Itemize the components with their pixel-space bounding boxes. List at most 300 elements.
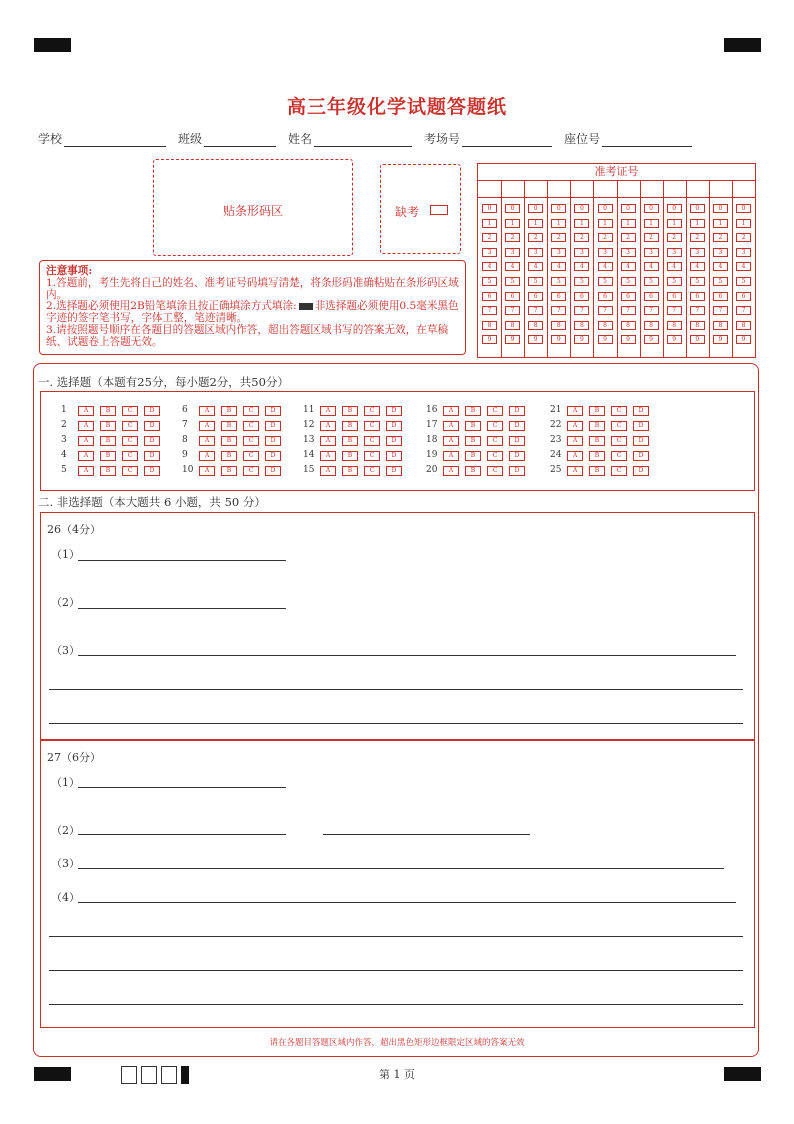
admission-digit-bubble[interactable]: 4 [482, 262, 497, 271]
option-bubble[interactable]: D [144, 451, 160, 461]
question-number: 4 [61, 450, 67, 460]
admission-digit-bubble[interactable]: 7 [713, 306, 728, 315]
option-bubble[interactable]: D [633, 436, 649, 446]
admission-digit-bubble[interactable]: 5 [505, 277, 520, 286]
notes-item-3: 3.请按照题号顺序在各题目的答题区域内作答，超出答题区域书写的答案无效，在草稿纸、试题卷上答题无效。 [46, 323, 449, 348]
admission-digit-bubble[interactable]: 2 [598, 233, 613, 242]
option-bubble[interactable]: B [589, 421, 605, 431]
option-bubble[interactable]: D [144, 466, 160, 476]
seat-field[interactable] [602, 134, 692, 147]
admission-digit-bubble[interactable]: 9 [598, 335, 613, 344]
option-bubble[interactable]: C [487, 436, 503, 446]
option-bubble[interactable]: B [342, 421, 358, 431]
q26-label: 26（4分） [47, 523, 101, 536]
page-title: 高三年级化学试题答题纸 [286, 96, 507, 118]
admission-digit-bubble[interactable]: 7 [574, 306, 589, 315]
option-bubble[interactable]: B [221, 451, 237, 461]
admission-column-divider [686, 181, 687, 357]
question-number: 23 [550, 435, 562, 445]
option-bubble[interactable]: A [78, 451, 94, 461]
option-bubble[interactable]: C [364, 406, 380, 416]
q26-answer-box [40, 512, 755, 741]
admission-digit-bubble[interactable]: 5 [690, 277, 705, 286]
option-bubble[interactable]: D [386, 436, 402, 446]
admission-digit-bubble[interactable]: 2 [736, 233, 751, 242]
option-bubble[interactable]: D [509, 436, 525, 446]
admission-digit-bubble[interactable]: 5 [621, 277, 636, 286]
option-bubble[interactable]: C [122, 406, 138, 416]
admission-digit-bubble[interactable]: 3 [598, 248, 613, 257]
admission-digit-bubble[interactable]: 1 [621, 219, 636, 228]
admission-column-divider [663, 181, 664, 357]
q26-part-3: （3） [51, 644, 80, 657]
question-number: 24 [550, 450, 562, 460]
admission-digit-bubble[interactable]: 9 [644, 335, 659, 344]
option-bubble[interactable]: C [122, 421, 138, 431]
admission-digit-bubble[interactable]: 1 [713, 219, 728, 228]
notes-heading: 注意事项: [46, 265, 93, 277]
admission-digit-bubble[interactable]: 5 [598, 277, 613, 286]
admission-number-grid [477, 163, 756, 358]
admission-digit-bubble[interactable]: 9 [528, 335, 543, 344]
admission-digit-bubble[interactable]: 5 [713, 277, 728, 286]
admission-column-divider [732, 181, 733, 357]
option-bubble[interactable]: C [487, 406, 503, 416]
option-bubble[interactable]: B [465, 406, 481, 416]
admission-digit-bubble[interactable]: 2 [713, 233, 728, 242]
admission-digit-bubble[interactable]: 8 [690, 321, 705, 330]
q27-part-4: （4） [51, 891, 80, 904]
admission-digit-bubble[interactable]: 9 [690, 335, 705, 344]
q27-answer-line-6[interactable] [49, 970, 743, 971]
option-bubble[interactable]: C [487, 466, 503, 476]
admission-digit-bubble[interactable]: 8 [644, 321, 659, 330]
admission-digit-bubble[interactable]: 2 [482, 233, 497, 242]
option-bubble[interactable]: B [221, 406, 237, 416]
option-bubble[interactable]: A [443, 436, 459, 446]
admission-digit-bubble[interactable]: 8 [621, 321, 636, 330]
option-bubble[interactable]: D [265, 466, 281, 476]
option-bubble[interactable]: A [78, 436, 94, 446]
admission-digit-bubble[interactable]: 7 [644, 306, 659, 315]
admission-digit-bubble[interactable]: 3 [667, 248, 682, 257]
question-number: 10 [182, 465, 194, 475]
option-bubble[interactable]: A [567, 451, 583, 461]
admission-digit-bubble[interactable]: 4 [528, 262, 543, 271]
option-bubble[interactable]: B [221, 466, 237, 476]
admission-digit-bubble[interactable]: 6 [482, 292, 497, 301]
option-bubble[interactable]: B [100, 421, 116, 431]
option-bubble[interactable]: C [611, 436, 627, 446]
option-bubble[interactable]: D [144, 421, 160, 431]
option-bubble[interactable]: C [487, 421, 503, 431]
admission-digit-bubble[interactable]: 6 [551, 292, 566, 301]
option-bubble[interactable]: D [144, 436, 160, 446]
option-bubble[interactable]: B [589, 451, 605, 461]
admission-digit-bubble[interactable]: 0 [482, 204, 497, 213]
option-bubble[interactable]: D [265, 451, 281, 461]
option-bubble[interactable]: B [100, 406, 116, 416]
question-number: 13 [303, 435, 315, 445]
admission-digit-bubble[interactable]: 5 [644, 277, 659, 286]
admission-digit-bubble[interactable]: 4 [713, 262, 728, 271]
admission-digit-bubble[interactable]: 8 [551, 321, 566, 330]
absent-label: 缺考 [395, 205, 420, 219]
option-bubble[interactable]: A [443, 406, 459, 416]
q27-answer-line-1[interactable] [78, 787, 286, 788]
option-bubble[interactable]: B [221, 421, 237, 431]
question-number: 6 [182, 405, 188, 415]
admission-digit-bubble[interactable]: 7 [621, 306, 636, 315]
registration-mark-top-left [34, 38, 71, 52]
q27-part-2: （2） [51, 824, 80, 837]
option-bubble[interactable]: D [633, 451, 649, 461]
admission-column-divider [547, 181, 548, 357]
q26-answer-line-3[interactable] [78, 655, 736, 656]
option-bubble[interactable]: D [633, 421, 649, 431]
option-bubble[interactable]: A [199, 451, 215, 461]
admission-digit-bubble[interactable]: 2 [690, 233, 705, 242]
q27-answer-line-2a[interactable] [78, 834, 286, 835]
option-bubble[interactable]: A [443, 466, 459, 476]
admission-digit-bubble[interactable]: 1 [551, 219, 566, 228]
admission-digit-bubble[interactable]: 7 [598, 306, 613, 315]
admission-digit-bubble[interactable]: 3 [482, 248, 497, 257]
admission-digit-bubble[interactable]: 6 [713, 292, 728, 301]
admission-digit-bubble[interactable]: 7 [736, 306, 751, 315]
admission-digit-bubble[interactable]: 3 [713, 248, 728, 257]
admission-digit-bubble[interactable]: 9 [736, 335, 751, 344]
admission-digit-bubble[interactable]: 0 [690, 204, 705, 213]
option-bubble[interactable]: A [567, 421, 583, 431]
admission-digit-bubble[interactable]: 7 [528, 306, 543, 315]
admission-digit-bubble[interactable]: 0 [598, 204, 613, 213]
filled-mark-example [299, 303, 313, 310]
admission-digit-bubble[interactable]: 0 [505, 204, 520, 213]
room-field[interactable] [462, 134, 552, 147]
admission-digit-bubble[interactable]: 0 [713, 204, 728, 213]
admission-digit-bubble[interactable]: 0 [574, 204, 589, 213]
admission-digit-bubble[interactable]: 4 [598, 262, 613, 271]
admission-digit-bubble[interactable]: 9 [551, 335, 566, 344]
absent-checkbox[interactable] [430, 205, 448, 215]
q26-part-2: （2） [51, 596, 80, 609]
option-bubble[interactable]: C [122, 451, 138, 461]
barcode-area-label: 贴条形码区 [222, 204, 283, 218]
q27-answer-line-4[interactable] [78, 902, 736, 903]
class-field[interactable] [204, 134, 276, 147]
admission-digit-bubble[interactable]: 8 [713, 321, 728, 330]
option-bubble[interactable]: A [199, 436, 215, 446]
q27-part-3: （3） [51, 857, 80, 870]
question-number: 17 [426, 420, 438, 430]
option-bubble[interactable]: A [443, 421, 459, 431]
option-bubble[interactable]: D [633, 406, 649, 416]
option-bubble[interactable]: C [364, 436, 380, 446]
admission-digit-bubble[interactable]: 5 [736, 277, 751, 286]
option-bubble[interactable]: D [509, 451, 525, 461]
q27-part-1: （1） [51, 776, 80, 789]
option-bubble[interactable]: C [611, 406, 627, 416]
admission-digit-bubble[interactable]: 6 [598, 292, 613, 301]
option-bubble[interactable]: A [199, 421, 215, 431]
option-bubble[interactable]: A [567, 436, 583, 446]
notes-item-2a: 2.选择题必须使用2B铅笔填涂且按正确填涂方式填涂: [46, 300, 297, 313]
question-number: 19 [426, 450, 438, 460]
q26-answer-line-2[interactable] [78, 608, 286, 609]
option-bubble[interactable]: A [320, 451, 336, 461]
admission-digit-bubble[interactable]: 7 [482, 306, 497, 315]
admission-digit-bubble[interactable]: 8 [598, 321, 613, 330]
admission-digit-bubble[interactable]: 4 [644, 262, 659, 271]
question-number: 20 [426, 465, 438, 475]
option-bubble[interactable]: C [243, 451, 259, 461]
q26-answer-line-4[interactable] [49, 689, 743, 690]
admission-digit-bubble[interactable]: 8 [667, 321, 682, 330]
admission-digit-bubble[interactable]: 8 [482, 321, 497, 330]
admission-column-divider [501, 181, 502, 357]
info-label-class: 班级 [178, 132, 203, 146]
question-number: 25 [550, 465, 562, 475]
admission-column-divider [593, 181, 594, 357]
option-bubble[interactable]: D [144, 406, 160, 416]
admission-digit-bubble[interactable]: 9 [621, 335, 636, 344]
q27-answer-line-2b[interactable] [323, 834, 530, 835]
admission-digit-bubble[interactable]: 4 [574, 262, 589, 271]
option-bubble[interactable]: A [320, 436, 336, 446]
admission-digit-bubble[interactable]: 2 [551, 233, 566, 242]
option-bubble[interactable]: B [589, 466, 605, 476]
question-number: 11 [303, 405, 315, 415]
admission-digit-bubble[interactable]: 0 [736, 204, 751, 213]
admission-digit-bubble[interactable]: 4 [667, 262, 682, 271]
option-bubble[interactable]: C [243, 421, 259, 431]
name-field[interactable] [314, 134, 412, 147]
school-field[interactable] [64, 134, 166, 147]
admission-digit-bubble[interactable]: 3 [505, 248, 520, 257]
admission-digit-bubble[interactable]: 4 [621, 262, 636, 271]
registration-mark-top-right [724, 38, 761, 52]
admission-digit-bubble[interactable]: 1 [528, 219, 543, 228]
option-bubble[interactable]: A [199, 466, 215, 476]
option-bubble[interactable]: A [199, 406, 215, 416]
option-bubble[interactable]: C [611, 466, 627, 476]
option-bubble[interactable]: D [265, 436, 281, 446]
q27-answer-line-5[interactable] [49, 936, 743, 937]
admission-digit-bubble[interactable]: 2 [528, 233, 543, 242]
option-bubble[interactable]: A [320, 421, 336, 431]
admission-column-divider [570, 181, 571, 357]
admission-digit-bubble[interactable]: 4 [551, 262, 566, 271]
admission-digit-bubble[interactable]: 7 [690, 306, 705, 315]
admission-digit-bubble[interactable]: 5 [667, 277, 682, 286]
admission-digit-bubble[interactable]: 6 [621, 292, 636, 301]
q27-label: 27（6分） [47, 751, 101, 764]
option-bubble[interactable]: A [320, 466, 336, 476]
info-label-seat: 座位号 [564, 132, 601, 146]
option-bubble[interactable]: C [243, 406, 259, 416]
option-bubble[interactable]: B [342, 451, 358, 461]
question-number: 21 [550, 405, 562, 415]
question-number: 9 [182, 450, 188, 460]
question-number: 12 [303, 420, 315, 430]
option-bubble[interactable]: B [465, 451, 481, 461]
admission-digit-bubble[interactable]: 1 [574, 219, 589, 228]
admission-digit-bubble[interactable]: 9 [574, 335, 589, 344]
admission-digit-bubble[interactable]: 6 [644, 292, 659, 301]
option-bubble[interactable]: B [465, 466, 481, 476]
q26-answer-line-1[interactable] [78, 560, 286, 561]
option-bubble[interactable]: D [509, 406, 525, 416]
admission-digit-bubble[interactable]: 3 [528, 248, 543, 257]
admission-digit-bubble[interactable]: 5 [551, 277, 566, 286]
admission-digit-bubble[interactable]: 5 [574, 277, 589, 286]
admission-digit-bubble[interactable]: 1 [690, 219, 705, 228]
option-bubble[interactable]: B [100, 466, 116, 476]
admission-column-divider [617, 181, 618, 357]
admission-digit-bubble[interactable]: 8 [505, 321, 520, 330]
admission-digit-bubble[interactable]: 3 [690, 248, 705, 257]
option-bubble[interactable]: D [265, 421, 281, 431]
admission-digit-bubble[interactable]: 5 [528, 277, 543, 286]
barcode-area[interactable] [153, 159, 353, 256]
admission-digit-bubble[interactable]: 1 [644, 219, 659, 228]
option-bubble[interactable]: D [633, 466, 649, 476]
admission-digit-bubble[interactable]: 2 [667, 233, 682, 242]
admission-digit-bubble[interactable]: 7 [551, 306, 566, 315]
footer-note: 请在各题目答题区域内作答，超出黑色矩形边框限定区域的答案无效 [269, 1038, 525, 1048]
admission-digit-bubble[interactable]: 4 [690, 262, 705, 271]
admission-digit-bubble[interactable]: 1 [482, 219, 497, 228]
option-bubble[interactable]: D [386, 451, 402, 461]
option-bubble[interactable]: C [243, 436, 259, 446]
option-bubble[interactable]: B [100, 451, 116, 461]
admission-digit-bubble[interactable]: 2 [621, 233, 636, 242]
option-bubble[interactable]: C [122, 466, 138, 476]
admission-digit-bubble[interactable]: 1 [598, 219, 613, 228]
option-bubble[interactable]: C [243, 466, 259, 476]
admission-digit-bubble[interactable]: 6 [667, 292, 682, 301]
admission-digit-bubble[interactable]: 0 [644, 204, 659, 213]
q26-part-1: （1） [51, 548, 80, 561]
admission-digit-bubble[interactable]: 3 [574, 248, 589, 257]
admission-digit-bubble[interactable]: 8 [736, 321, 751, 330]
admission-digit-bubble[interactable]: 0 [667, 204, 682, 213]
option-bubble[interactable]: B [100, 436, 116, 446]
admission-column-divider [709, 181, 710, 357]
question-number: 16 [426, 405, 438, 415]
admission-digit-bubble[interactable]: 1 [505, 219, 520, 228]
option-bubble[interactable]: B [342, 436, 358, 446]
admission-digit-bubble[interactable]: 7 [667, 306, 682, 315]
option-bubble[interactable]: B [342, 466, 358, 476]
info-label-room: 考场号 [424, 132, 461, 146]
question-number: 8 [182, 435, 188, 445]
option-bubble[interactable]: A [567, 466, 583, 476]
admission-digit-bubble[interactable]: 8 [528, 321, 543, 330]
admission-digit-bubble[interactable]: 8 [574, 321, 589, 330]
admission-digit-bubble[interactable]: 3 [736, 248, 751, 257]
admission-number-header: 准考证号 [478, 164, 755, 181]
admission-digit-bubble[interactable]: 9 [505, 335, 520, 344]
admission-digit-bubble[interactable]: 1 [736, 219, 751, 228]
option-bubble[interactable]: D [386, 421, 402, 431]
option-bubble[interactable]: B [589, 436, 605, 446]
option-bubble[interactable]: C [611, 451, 627, 461]
option-bubble[interactable]: B [221, 436, 237, 446]
option-bubble[interactable]: A [78, 466, 94, 476]
admission-digit-bubble[interactable]: 6 [528, 292, 543, 301]
option-bubble[interactable]: C [487, 451, 503, 461]
admission-digit-bubble[interactable]: 7 [505, 306, 520, 315]
admission-digit-bubble[interactable]: 2 [644, 233, 659, 242]
option-bubble[interactable]: B [342, 406, 358, 416]
question-number: 18 [426, 435, 438, 445]
admission-digit-bubble[interactable]: 2 [574, 233, 589, 242]
option-bubble[interactable]: C [611, 421, 627, 431]
option-bubble[interactable]: D [386, 466, 402, 476]
page-number: 第 1 页 [379, 1068, 415, 1081]
option-bubble[interactable]: B [589, 406, 605, 416]
question-number: 2 [61, 420, 67, 430]
admission-digit-bubble[interactable]: 9 [713, 335, 728, 344]
option-bubble[interactable]: C [364, 451, 380, 461]
question-number: 1 [61, 405, 67, 415]
admission-digit-bubble[interactable]: 3 [644, 248, 659, 257]
option-bubble[interactable]: A [78, 406, 94, 416]
admission-digit-bubble[interactable]: 6 [690, 292, 705, 301]
option-bubble[interactable]: C [122, 436, 138, 446]
option-bubble[interactable]: D [386, 406, 402, 416]
option-bubble[interactable]: B [465, 421, 481, 431]
option-bubble[interactable]: A [567, 406, 583, 416]
admission-digit-bubble[interactable]: 6 [505, 292, 520, 301]
option-bubble[interactable]: A [78, 421, 94, 431]
admission-digit-bubble[interactable]: 0 [551, 204, 566, 213]
option-bubble[interactable]: A [443, 451, 459, 461]
question-number: 7 [182, 420, 188, 430]
admission-digit-bubble[interactable]: 0 [621, 204, 636, 213]
option-bubble[interactable]: C [364, 421, 380, 431]
admission-digit-bubble[interactable]: 5 [482, 277, 497, 286]
q27-answer-line-3[interactable] [78, 868, 724, 869]
admission-digit-bubble[interactable]: 3 [551, 248, 566, 257]
section2-heading: 二. 非选择题（本大题共 6 小题，共 50 分） [38, 495, 266, 509]
option-bubble[interactable]: B [465, 436, 481, 446]
section1-heading: 一. 选择题（本题有25分，每小题2分，共50分） [38, 375, 289, 389]
notes-item-1: 1.答题前，考生先将自己的姓名、准考证号码填写清楚，将条形码准确粘贴在条形码区域内。 [46, 276, 459, 301]
question-number: 22 [550, 420, 562, 430]
option-bubble[interactable]: C [364, 466, 380, 476]
admission-digit-bubble[interactable]: 6 [574, 292, 589, 301]
admission-digit-bubble[interactable]: 4 [505, 262, 520, 271]
admission-digit-bubble[interactable]: 3 [621, 248, 636, 257]
admission-digit-bubble[interactable]: 0 [528, 204, 543, 213]
q27-answer-line-7[interactable] [49, 1004, 743, 1005]
admission-digit-bubble[interactable]: 6 [736, 292, 751, 301]
admission-digit-bubble[interactable]: 4 [736, 262, 751, 271]
option-bubble[interactable]: D [509, 421, 525, 431]
option-bubble[interactable]: D [265, 406, 281, 416]
admission-digit-bubble[interactable]: 9 [667, 335, 682, 344]
option-bubble[interactable]: A [320, 406, 336, 416]
admission-digit-bubble[interactable]: 9 [482, 335, 497, 344]
q26-answer-line-5[interactable] [49, 723, 743, 724]
option-bubble[interactable]: D [509, 466, 525, 476]
admission-digit-bubble[interactable]: 1 [667, 219, 682, 228]
question-number: 5 [61, 465, 67, 475]
admission-digit-bubble[interactable]: 2 [505, 233, 520, 242]
